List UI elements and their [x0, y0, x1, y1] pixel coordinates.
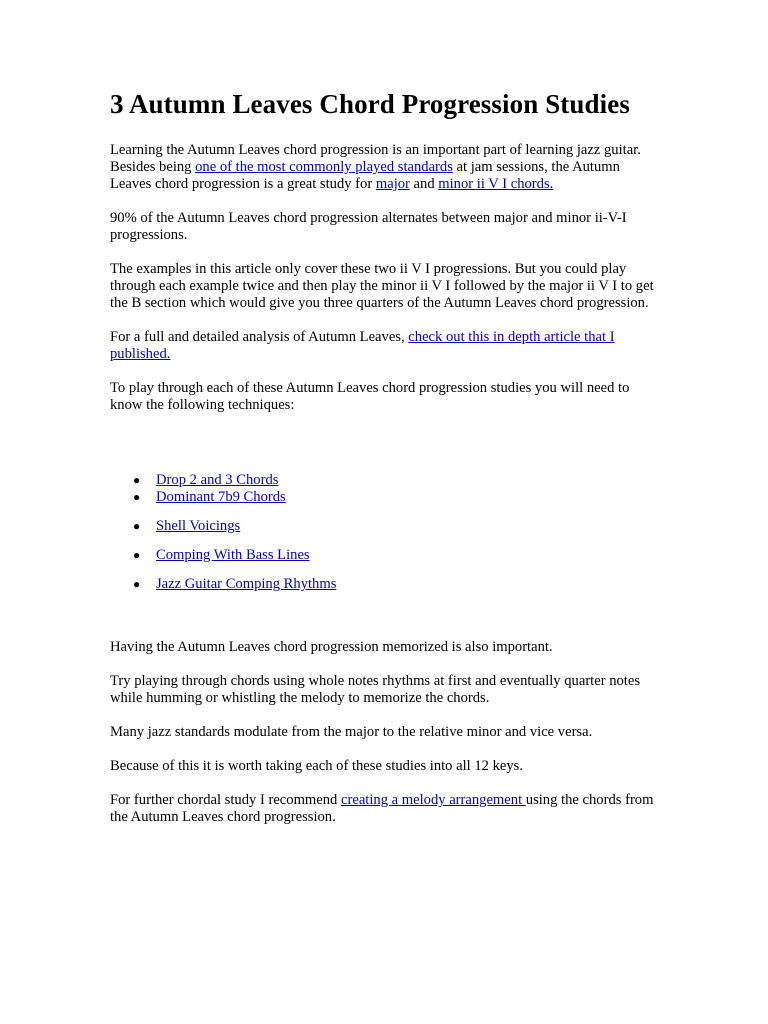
twelve-keys-paragraph: Because of this it is worth taking each of these studies into all 12 keys. — [110, 758, 524, 774]
intro-paragraph — [110, 142, 664, 193]
bullet-icon: ● — [133, 490, 141, 504]
technique-link-shell-voicings[interactable]: Shell Voicings — [156, 518, 241, 534]
techniques-intro-paragraph: To play through each of these Autumn Leaves chord progression studies you will need to know the following techniques: — [110, 380, 630, 413]
article-title: 3 Autumn Leaves Chord Progression Studies — [110, 89, 630, 119]
intro-text-3: and — [409, 176, 439, 192]
in-depth-article-link[interactable]: check out this in depth article that I published. — [110, 329, 615, 362]
melody-arrangement-link[interactable]: creating a melody arrangement — [341, 792, 526, 808]
bullet-icon: ● — [133, 473, 141, 487]
intro-text-1: Learning the Autumn Leaves chord progression is an important part of learning jazz guitar. Besides being — [110, 142, 641, 175]
technique-link-drop-2-3[interactable]: Drop 2 and 3 Chords — [156, 472, 279, 488]
further-study-text-1: For further chordal study I recommend — [110, 792, 341, 808]
analysis-paragraph — [110, 329, 664, 363]
technique-link-dominant-7b9[interactable]: Dominant 7b9 Chords — [156, 489, 286, 505]
percent-paragraph: 90% of the Autumn Leaves chord progression alternates between major and minor ii-V-I progressions. — [110, 210, 627, 243]
technique-link-comping-rhythms[interactable]: Jazz Guitar Comping Rhythms — [156, 576, 337, 592]
major-link[interactable]: major — [375, 176, 410, 192]
spacer — [110, 431, 664, 472]
list-item — [133, 518, 664, 535]
examples-paragraph: The examples in this article only cover these two ii V I progressions. But you could play through each example twice and then play the minor ii V I followed by the major ii V I to get the B section which would give you three quarters of the Autumn Leaves chord progression. — [110, 261, 654, 311]
bullet-icon: ● — [133, 577, 141, 591]
intro-text-2: at jam sessions, the Autumn Leaves chord progression is a great study for — [110, 159, 620, 192]
commonly-played-standards-link[interactable]: one of the most commonly played standards — [195, 159, 453, 175]
list-item — [133, 472, 664, 489]
techniques-list — [110, 472, 664, 593]
list-item — [133, 547, 664, 564]
modulate-paragraph: Many jazz standards modulate from the major to the relative minor and vice versa. — [110, 724, 593, 740]
bullet-icon: ● — [133, 519, 141, 533]
technique-link-comping-bass-lines[interactable]: Comping With Bass Lines — [156, 547, 310, 563]
memorize-paragraph: Having the Autumn Leaves chord progression memorized is also important. — [110, 639, 553, 655]
list-item — [133, 576, 664, 593]
further-study-paragraph — [110, 792, 664, 826]
minor-ii-v-i-link[interactable]: minor ii V I chords. — [438, 176, 554, 192]
list-item — [133, 489, 664, 506]
whole-notes-paragraph: Try playing through chords using whole notes rhythms at first and eventually quarter notes while humming or whistling the melody to memorize the chords. — [110, 673, 641, 706]
bullet-icon: ● — [133, 548, 141, 562]
analysis-text: For a full and detailed analysis of Autumn Leaves, — [110, 329, 409, 345]
spacer — [110, 593, 664, 639]
further-study-text-2: using the chords from the Autumn Leaves chord progression. — [110, 792, 654, 825]
